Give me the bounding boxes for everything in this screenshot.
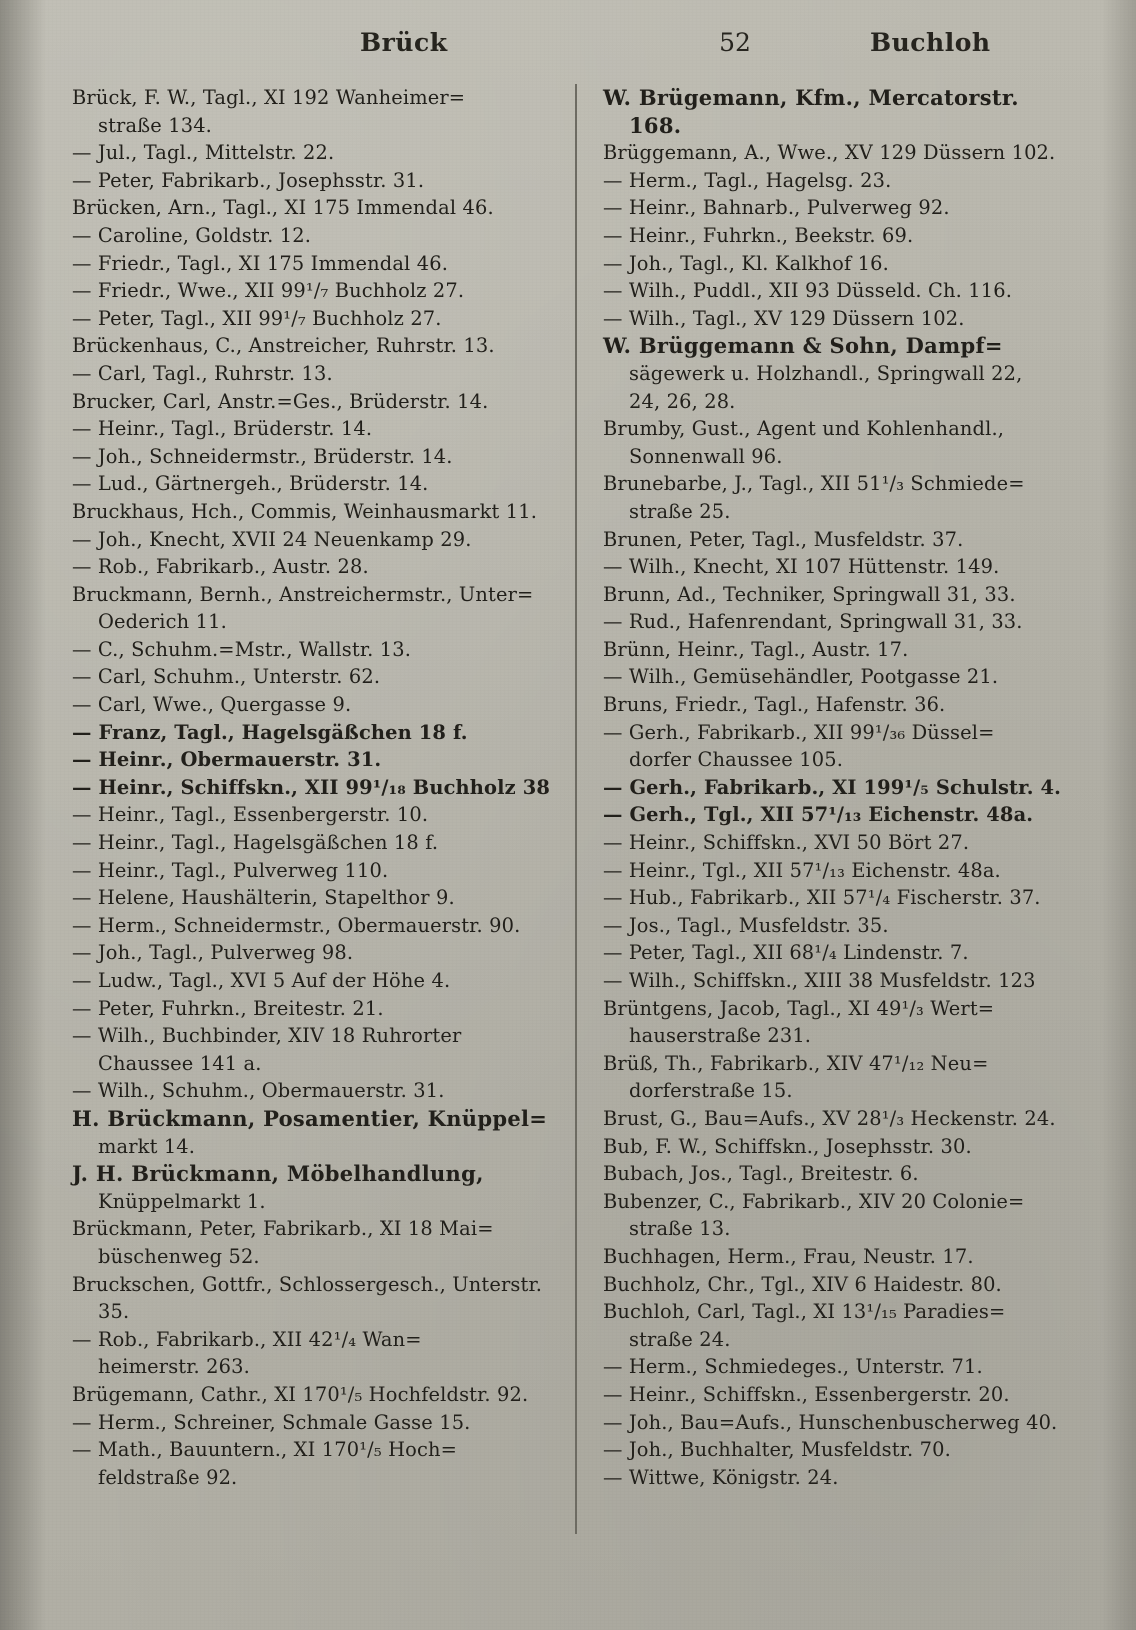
right-entry-line: — Joh., Bau=Aufs., Hunschenbuscherweg 40. [603, 1410, 1058, 1434]
right-entry-line: 24, 26, 28. [629, 389, 736, 413]
right-column [575, 84, 1078, 1534]
right-entry-line: — Joh., Buchhalter, Musfeldstr. 70. [603, 1438, 951, 1462]
right-entry-line: — Wilh., Gemüsehändler, Pootgasse 21. [603, 665, 999, 689]
left-entry-line: — Carl, Wwe., Quergasse 9. [72, 693, 352, 717]
left-entry-line: — Heinr., Schiffskn., XII 99¹/₁₈ Buchholz 38 [72, 775, 550, 799]
right-entry-line: Bruns, Friedr., Tagl., Hafenstr. 36. [603, 693, 946, 717]
right-entry-line: Sonnenwall 96. [629, 444, 783, 468]
right-entry-line: Brumby, Gust., Agent und Kohlenhandl., [603, 417, 1005, 441]
right-entry-line: Brüggemann, A., Wwe., XV 129 Düssern 102. [603, 141, 1056, 165]
two-column-body [72, 84, 1078, 1534]
left-entry-line: — Peter, Tagl., XII 99¹/₇ Buchholz 27. [72, 306, 442, 330]
right-entry-line: — Wilh., Knecht, XI 107 Hüttenstr. 149. [603, 555, 1000, 579]
right-entry-line: dorferstraße 15. [629, 1079, 793, 1103]
left-entry-line: Bruckmann, Bernh., Anstreichermstr., Unter= [72, 582, 534, 606]
right-entry-line: — Heinr., Fuhrkn., Beekstr. 69. [603, 223, 914, 247]
right-entry-line: Buchhagen, Herm., Frau, Neustr. 17. [603, 1244, 974, 1268]
right-entry-line: Brunen, Peter, Tagl., Musfeldstr. 37. [603, 527, 964, 551]
left-entry-line: — Carl, Schuhm., Unterstr. 62. [72, 665, 381, 689]
left-entry-line: — Rob., Fabrikarb., Austr. 28. [72, 555, 369, 579]
left-column [72, 84, 575, 1534]
right-entry-line: — Wilh., Schiffskn., XIII 38 Musfeldstr. 123 [603, 969, 1036, 992]
right-entry-line: — Herm., Schmiedeges., Unterstr. 71. [603, 1355, 983, 1379]
right-entry-line: dorfer Chaussee 105. [629, 748, 844, 772]
left-entry-line: — Carl, Tagl., Ruhrstr. 13. [72, 361, 333, 385]
right-entry-line: straße 13. [629, 1217, 731, 1241]
right-entry-line: Bubach, Jos., Tagl., Breitestr. 6. [603, 1162, 919, 1186]
left-entry-line: — Wilh., Buchbinder, XIV 18 Ruhrorter [72, 1024, 462, 1048]
right-entry-line: Bubenzer, C., Fabrikarb., XIV 20 Colonie= [603, 1189, 1025, 1213]
left-entry-line: heimerstr. 263. [98, 1355, 250, 1379]
left-entry-line: — Heinr., Obermauerstr. 31. [72, 748, 382, 772]
left-entry-line: — C., Schuhm.=Mstr., Wallstr. 13. [72, 637, 412, 661]
right-entry-line: — Heinr., Schiffskn., XVI 50 Bört 27. [603, 831, 970, 855]
left-entry-line: — Herm., Schreiner, Schmale Gasse 15. [72, 1410, 471, 1434]
left-entry-line: Bruckschen, Gottfr., Schlossergesch., Unterstr. 35. [72, 1272, 543, 1324]
left-entry-line: — Helene, Haushälterin, Stapelthor 9. [72, 886, 455, 910]
left-entry-line: — Joh., Knecht, XVII 24 Neuenkamp 29. [72, 527, 472, 551]
header-left-catchword: Brück [360, 28, 448, 57]
left-entry-line: straße 134. [98, 113, 212, 137]
right-entry-line: Brunebarbe, J., Tagl., XII 51¹/₃ Schmiede= [603, 472, 1025, 496]
right-entry-line: — Gerh., Tgl., XII 57¹/₁₃ Eichenstr. 48a. [603, 803, 1034, 827]
right-entry-line: — Gerh., Fabrikarb., XII 99¹/₃₆ Düssel= [603, 720, 995, 744]
left-entry-line: — Jul., Tagl., Mittelstr. 22. [72, 141, 335, 165]
right-entry-line: straße 24. [629, 1327, 731, 1351]
left-entry-line: — Caroline, Goldstr. 12. [72, 223, 312, 247]
right-entry-line: Brünn, Heinr., Tagl., Austr. 17. [603, 637, 909, 661]
right-entry-line: Brust, G., Bau=Aufs., XV 28¹/₃ Heckenstr. 24. [603, 1106, 1056, 1130]
right-entry-line: — Peter, Tagl., XII 68¹/₄ Lindenstr. 7. [603, 941, 969, 965]
left-entry-line: Brucker, Carl, Anstr.=Ges., Brüderstr. 14. [72, 389, 489, 413]
left-entry-line: — Herm., Schneidermstr., Obermauerstr. 90. [72, 913, 521, 937]
right-entry-line: — Joh., Tagl., Kl. Kalkhof 16. [603, 251, 889, 275]
right-entry-line: — Jos., Tagl., Musfeldstr. 35. [603, 913, 889, 937]
left-entry-line: — Math., Bauuntern., XI 170¹/₅ Hoch= [72, 1438, 457, 1462]
left-entry-line: — Heinr., Tagl., Essenbergerstr. 10. [72, 803, 429, 827]
right-entry-line: — Heinr., Bahnarb., Pulverweg 92. [603, 196, 950, 220]
left-entry-line: Brückmann, Peter, Fabrikarb., XI 18 Mai= [72, 1217, 494, 1241]
left-entry-line: — Joh., Tagl., Pulverweg 98. [72, 941, 354, 965]
left-entry-line: J. H. Brückmann, Möbelhandlung, [72, 1161, 484, 1187]
left-entry-line: H. Brückmann, Posamentier, Knüppel= [72, 1105, 548, 1131]
left-entry-line: — Ludw., Tagl., XVI 5 Auf der Höhe 4. [72, 969, 451, 992]
left-entry-line: — Rob., Fabrikarb., XII 42¹/₄ Wan= [72, 1327, 422, 1351]
right-entry-line: sägewerk u. Holzhandl., Springwall 22, [629, 361, 1023, 385]
left-entry-line: Knüppelmarkt 1. [98, 1189, 266, 1213]
left-entry-line: — Heinr., Tagl., Hagelsgäßchen 18 f. [72, 831, 439, 855]
header-right-catchword: Buchloh [870, 28, 991, 57]
right-entry-line: Bub, F. W., Schiffskn., Josephsstr. 30. [603, 1134, 972, 1158]
left-entry-line: Bruckhaus, Hch., Commis, Weinhausmarkt 11. [72, 499, 538, 523]
left-entry-line: — Heinr., Tagl., Brüderstr. 14. [72, 417, 373, 441]
left-entry-line: Oederich 11. [98, 610, 227, 634]
page-number: 52 [719, 28, 751, 57]
left-entry-line: Brügemann, Cathr., XI 170¹/₅ Hochfeldstr. 92. [72, 1382, 529, 1406]
left-entry-line: — Joh., Schneidermstr., Brüderstr. 14. [72, 444, 453, 468]
left-entry-line: büschenweg 52. [98, 1244, 260, 1268]
right-entry-line: straße 25. [629, 499, 731, 523]
left-entry-line: — Friedr., Tagl., XI 175 Immendal 46. [72, 251, 449, 275]
left-entry-line: Brücken, Arn., Tagl., XI 175 Immendal 46. [72, 196, 494, 220]
left-entry-line: Brück, F. W., Tagl., XI 192 Wanheimer= [72, 86, 466, 109]
right-entry-line: Brüntgens, Jacob, Tagl., XI 49¹/₃ Wert= [603, 996, 995, 1020]
left-entry-line: — Franz, Tagl., Hagelsgäßchen 18 f. [72, 720, 468, 744]
left-entry-line: — Wilh., Schuhm., Obermauerstr. 31. [72, 1079, 445, 1103]
left-entry-line: Brückenhaus, C., Anstreicher, Ruhrstr. 13. [72, 334, 495, 358]
left-entry-line: feldstraße 92. [98, 1465, 238, 1489]
left-entry-line: markt 14. [98, 1134, 196, 1158]
left-entry-line: Chaussee 141 a. [98, 1051, 262, 1075]
right-entry-line: — Rud., Hafenrendant, Springwall 31, 33. [603, 610, 1023, 634]
left-entry-line: — Heinr., Tagl., Pulverweg 110. [72, 858, 389, 882]
left-entry-line: — Peter, Fabrikarb., Josephsstr. 31. [72, 168, 425, 192]
right-entry-line: Brüß, Th., Fabrikarb., XIV 47¹/₁₂ Neu= [603, 1051, 989, 1075]
right-entry-line: Buchloh, Carl, Tagl., XI 13¹/₁₅ Paradies= [603, 1300, 1006, 1324]
right-entry-line: — Gerh., Fabrikarb., XI 199¹/₅ Schulstr. 4. [603, 775, 1062, 799]
page-header [80, 28, 1066, 62]
right-entry-line: W. Brügemann, Kfm., Mercatorstr. 168. [603, 85, 1019, 138]
left-entry-line: — Peter, Fuhrkn., Breitestr. 21. [72, 996, 384, 1020]
right-entry-line: — Herm., Tagl., Hagelsg. 23. [603, 168, 892, 192]
right-entry-line: hauserstraße 231. [629, 1024, 812, 1048]
right-entry-line: — Wittwe, Königstr. 24. [603, 1465, 839, 1489]
right-entry-line: — Heinr., Schiffskn., Essenbergerstr. 20. [603, 1382, 1010, 1406]
right-entry-line: — Heinr., Tgl., XII 57¹/₁₃ Eichenstr. 48a. [603, 858, 1001, 882]
left-entry-line: — Lud., Gärtnergeh., Brüderstr. 14. [72, 472, 429, 496]
left-entry-line: — Friedr., Wwe., XII 99¹/₇ Buchholz 27. [72, 279, 465, 303]
right-entry-line: — Wilh., Puddl., XII 93 Düsseld. Ch. 116. [603, 279, 1013, 303]
right-entry-line: Buchholz, Chr., Tgl., XIV 6 Haidestr. 80. [603, 1272, 1002, 1296]
right-entry-line: W. Brüggemann & Sohn, Dampf= [603, 333, 1003, 359]
right-entry-line: Brunn, Ad., Techniker, Springwall 31, 33. [603, 582, 1016, 606]
right-entry-line: — Wilh., Tagl., XV 129 Düssern 102. [603, 306, 965, 330]
right-entry-line: — Hub., Fabrikarb., XII 57¹/₄ Fischerstr. 37. [603, 886, 1041, 910]
